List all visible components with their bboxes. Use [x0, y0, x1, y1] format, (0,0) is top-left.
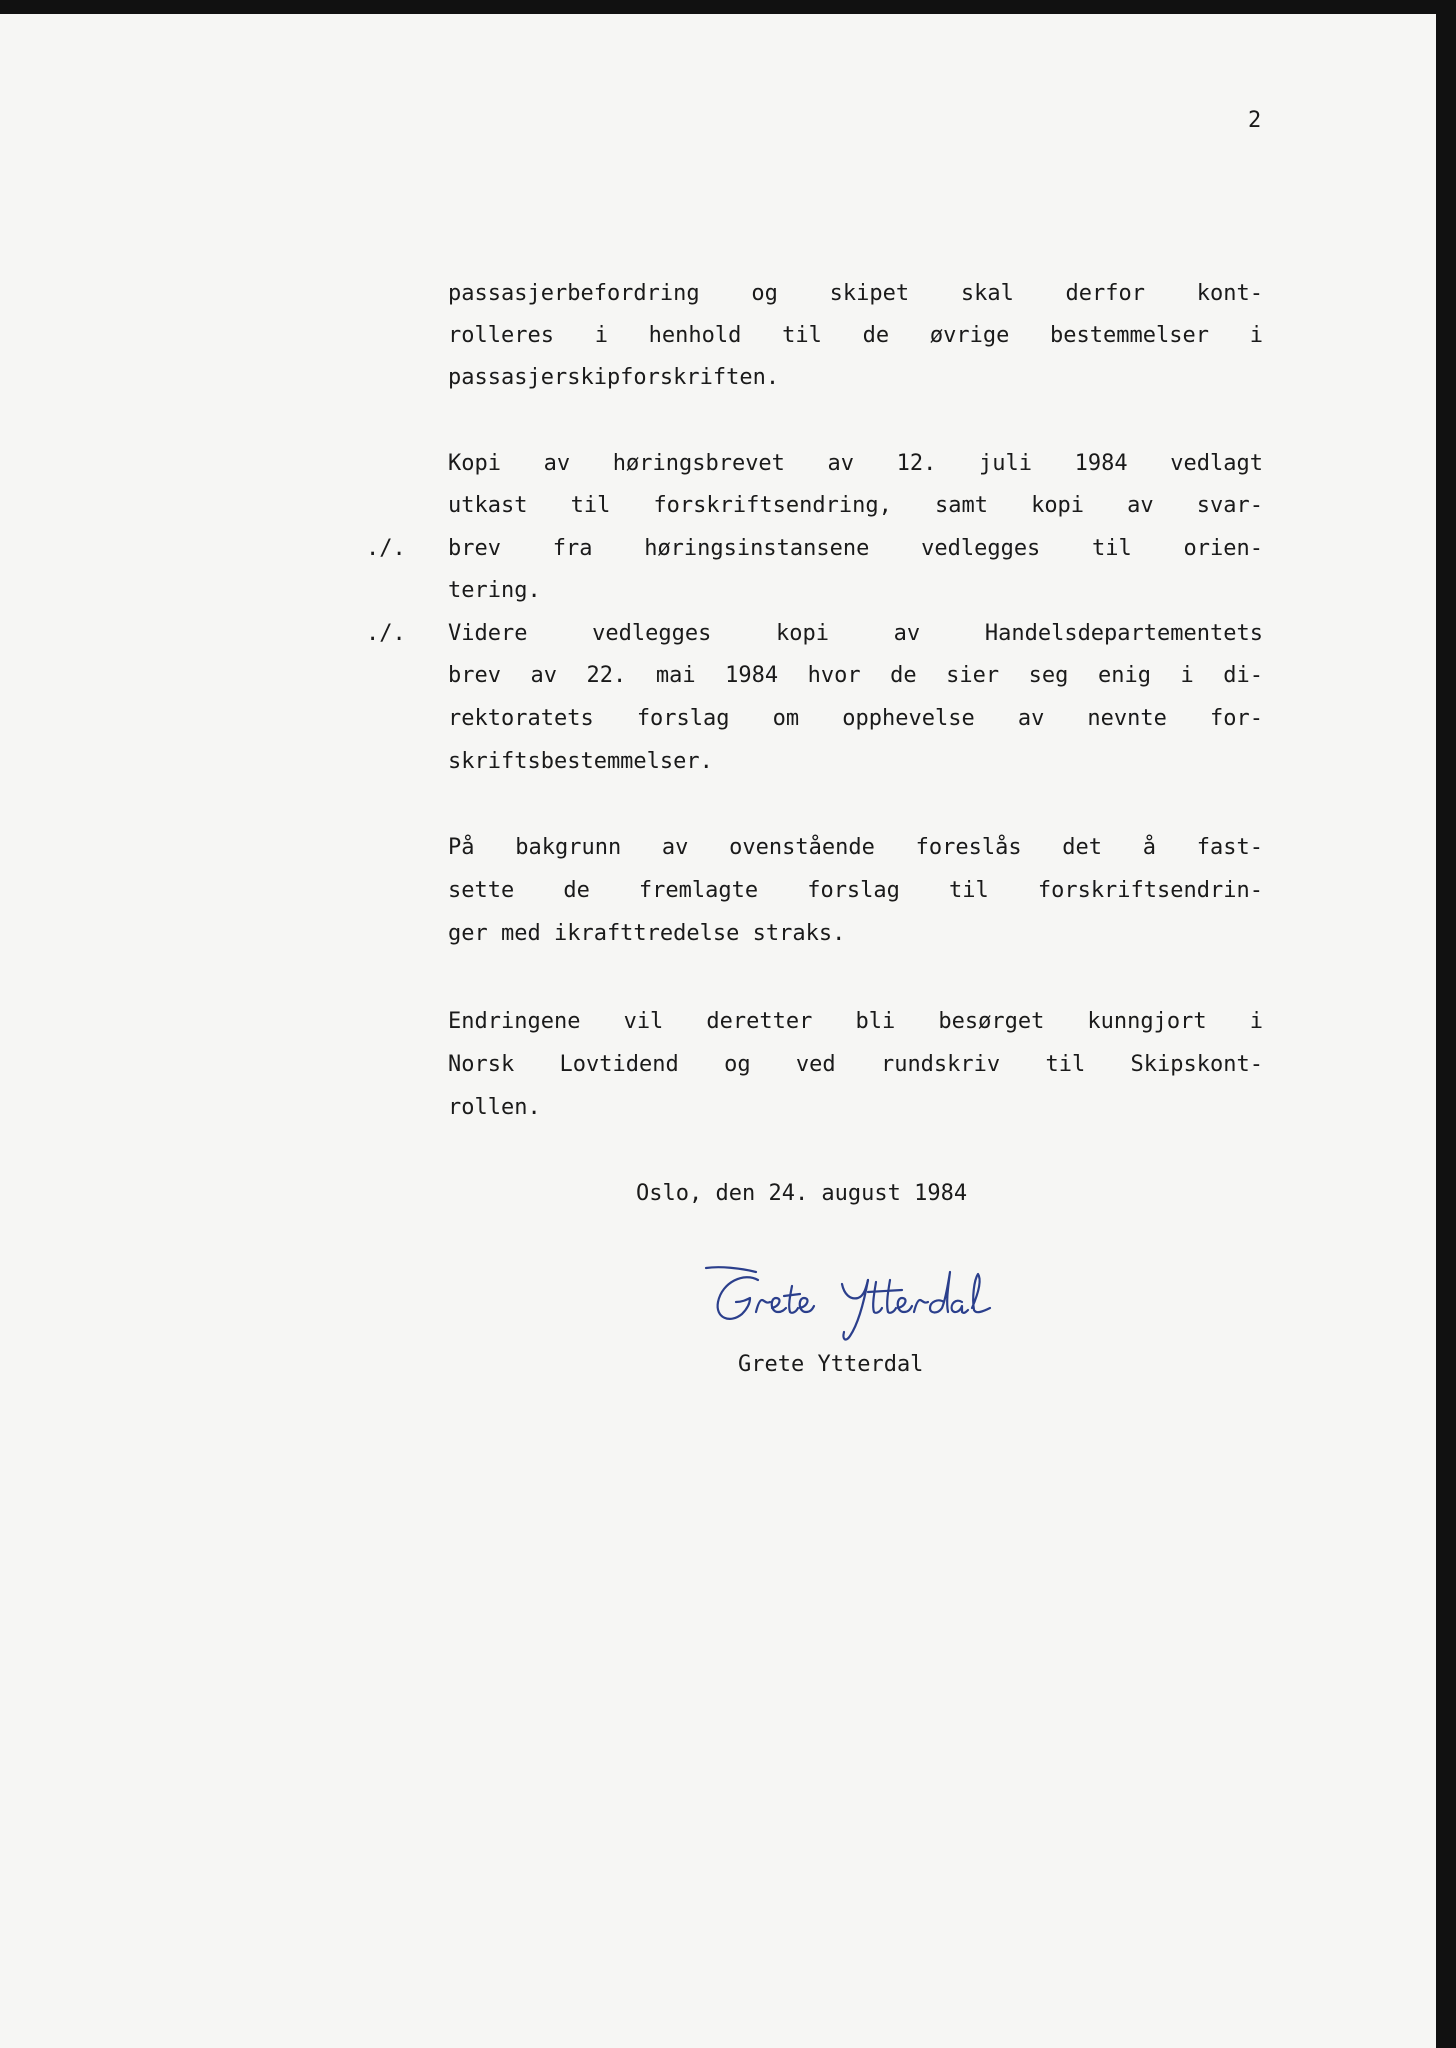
paragraph-2-line-7: rektoratets forslag om opphevelse av nevnte for- — [448, 706, 1263, 731]
scan-border-top — [0, 0, 1456, 14]
enclosure-mark-1: ./. — [366, 536, 406, 561]
paragraph-2-line-2: utkast til forskriftsendring, samt kopi av svar- — [448, 493, 1263, 518]
paragraph-1-line-3: passasjerskipforskriften. — [448, 365, 780, 390]
paragraph-3-line-2: sette de fremlagte forslag til forskriftsendrin- — [448, 878, 1263, 903]
paragraph-2-line-6: brev av 22. mai 1984 hvor de sier seg enig i di- — [448, 663, 1263, 688]
date-line: Oslo, den 24. august 1984 — [636, 1181, 968, 1206]
scan-border-right — [1436, 0, 1456, 2048]
paragraph-1-line-2: rolleres i henhold til de øvrige bestemmelser i — [448, 323, 1263, 348]
paragraph-2-line-8: skriftsbestemmelser. — [448, 749, 713, 774]
paragraph-4-line-1: Endringene vil deretter bli besørget kunngjort i — [448, 1009, 1263, 1034]
signatory-name: Grete Ytterdal — [738, 1352, 924, 1377]
enclosure-mark-2: ./. — [366, 621, 406, 646]
page-number: 2 — [1248, 108, 1262, 133]
paragraph-2-line-4: tering. — [448, 578, 541, 603]
paragraph-3-line-3: ger med ikrafttredelse straks. — [448, 921, 846, 946]
paragraph-2-line-3: brev fra høringsinstansene vedlegges til orien- — [448, 536, 1263, 561]
paragraph-3-line-1: På bakgrunn av ovenstående foreslås det å fast- — [448, 835, 1263, 860]
paragraph-4-line-3: rollen. — [448, 1095, 541, 1120]
paragraph-2-line-5: Videre vedlegges kopi av Handelsdepartementets — [448, 621, 1263, 646]
paragraph-1-line-1: passasjerbefordring og skipet skal derfor kont- — [448, 281, 1263, 306]
handwritten-signature — [700, 1258, 1080, 1348]
paragraph-4-line-2: Norsk Lovtidend og ved rundskriv til Skipskont- — [448, 1052, 1263, 1077]
paragraph-2-line-1: Kopi av høringsbrevet av 12. juli 1984 vedlagt — [448, 451, 1263, 476]
